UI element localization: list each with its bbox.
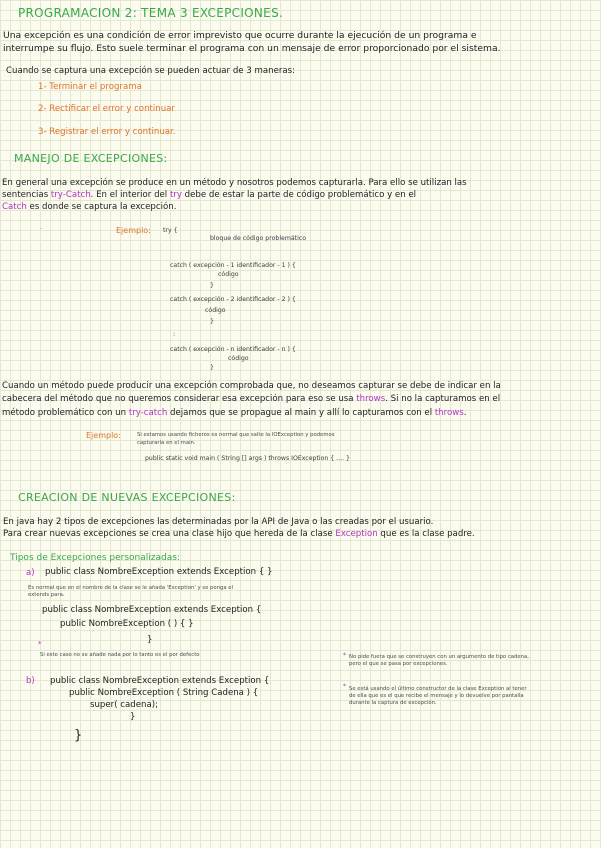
type-a-code-3: public NombreException ( ) { } (60, 619, 194, 629)
keyword-throws: throws (356, 394, 386, 404)
text-span: sentencias (2, 190, 49, 200)
type-b-close-2: } (74, 728, 83, 743)
type-a-code-2: public class NombreException extends Exception { (42, 605, 262, 615)
asterisk-icon: * (38, 640, 42, 648)
example2-label: Ejemplo: (86, 431, 121, 440)
text-span: es donde se captura la excepción. (29, 202, 177, 212)
type-b-code-3: super( cadena); (90, 700, 158, 710)
type-b-label: b) (26, 676, 35, 686)
type-b-code-2: public NombreException ( String Cadena ) { (69, 688, 259, 698)
creacion-p1: En java hay 2 tipos de excepciones las determinadas por la API de Java o las creadas por el usuario. (3, 517, 434, 527)
example2-note-1: Si estamos usando ficheros es normal que salte la IOException y podemos (137, 432, 335, 438)
manejo-p2-line-2 (2, 394, 500, 404)
type-a-code: public class NombreException extends Exception { } (45, 567, 273, 577)
section-heading-manejo: MANEJO DE EXCEPCIONES: (14, 152, 168, 165)
keyword-try-catch: try-catch (128, 408, 168, 418)
ways-item-1 (38, 82, 142, 92)
manejo-p1-line-1: En general una excepción se produce en un método y nosotros podemos capturarla. Para ello se utilizan las (2, 178, 467, 188)
type-a-note-2: extends para. (28, 592, 65, 598)
type-b-close-1: } (130, 712, 136, 722)
text-span: cabecera del método que no queremos considerar esa excepción para eso se usa (2, 394, 354, 404)
keyword-try: try (169, 190, 182, 200)
asterisk-icon: * (343, 652, 346, 659)
text-span: que es la clase padre. (380, 529, 475, 539)
type-a-close: } (147, 635, 153, 645)
text-span: . En el interior del (90, 190, 168, 200)
code-body-2: código (205, 307, 226, 314)
code-close-n: } (210, 364, 214, 371)
text-span: método problemático con un (2, 408, 127, 418)
text-span: dejamos que se propague al main y allí lo capturamos con el (170, 408, 433, 418)
code-try: try { (163, 227, 178, 234)
intro-line-2: interrumpe su flujo. Esto suele terminar el programa con un mensaje de error proporcionado por el sistema. (3, 43, 501, 54)
keyword-exception: Exception (335, 529, 378, 539)
keyword-throws: throws (434, 408, 464, 418)
type-b-code-1: public class NombreException extends Exception { (50, 676, 270, 686)
ways-item-1-text: 1- Terminar el programa (38, 82, 142, 92)
intro-line-1: Una excepción es una condición de error imprevisto que ocurre durante la ejecución de un programa e (3, 30, 477, 41)
code-close-2: } (210, 318, 214, 325)
page-title: PROGRAMACION 2: TEMA 3 EXCEPCIONES. (18, 6, 284, 20)
ways-item-3 (38, 127, 176, 137)
code-catch-2: catch ( excepción - 2 identificador - 2 ) { (170, 296, 296, 303)
text-span: Para crear nuevas excepciones se crea una clase hijo que hereda de la clase (3, 529, 333, 539)
text-span: . (463, 408, 467, 418)
example2-note-2: capturarla en el main. (137, 440, 196, 446)
code-body-n: código (228, 355, 249, 362)
code-body-1: código (218, 271, 239, 278)
manejo-p1-line-3 (2, 202, 176, 212)
type-a-note-1: Es normal que en el nombre de la clase se le añada 'Exception' y se ponga el (28, 585, 233, 591)
manejo-p2-line-3 (2, 408, 466, 418)
type-a-label: a) (26, 568, 35, 578)
side-note-1a: No pide fuera que se construyen con un argumento de tipo cadena, (349, 654, 529, 660)
code-catch-n: catch ( excepción - n identificador - n ) { (170, 346, 296, 353)
type-a-note-below: Si este caso no se añade nada por lo tanto es el por defecto (40, 652, 200, 658)
keyword-catch: Catch (2, 202, 27, 212)
creacion-p2 (3, 529, 475, 539)
side-note-1b: pero el que se pasa por excepciones. (349, 661, 448, 667)
example2-code: public static void main ( String [] args ) throws IOException { .... } (145, 455, 350, 462)
side-note-2a: Se está usando el último constructor de la clase Exception al tener (349, 686, 527, 692)
code-catch-1: catch ( excepción - 1 identificador - 1 ) { (170, 262, 296, 269)
asterisk-icon: * (343, 683, 346, 690)
side-note-2b: de ella que es el que recibe el mensaje y lo devuelve por pantalla (349, 693, 524, 699)
ways-item-3-text: 3- Registrar el error y continuar. (38, 127, 176, 137)
section-heading-creacion: CREACION DE NUEVAS EXCEPCIONES: (18, 491, 236, 504)
code-close-1: } (210, 282, 214, 289)
text-span: debe de estar la parte de código problemático y en el (184, 190, 417, 200)
bullet-dot: · (40, 226, 42, 233)
ways-item-2-text: 2- Rectificar el error y continuar (38, 104, 175, 114)
side-note-2c: durante la captura de excepción. (349, 700, 437, 706)
ways-lead: Cuando se captura una excepción se pueden actuar de 3 maneras: (6, 66, 296, 76)
ways-item-2 (38, 104, 175, 114)
example-label: Ejemplo: (116, 226, 151, 235)
types-heading: Tipos de Excepciones personalizadas: (10, 553, 180, 563)
code-block: bloque de código problemático (210, 235, 306, 242)
manejo-p2-line-1: Cuando un método puede producir una excepción comprobada que, no deseamos capturar se debe de indicar en la (2, 381, 501, 391)
manejo-p1-line-2 (2, 190, 416, 200)
keyword-try-catch: try-Catch (50, 190, 91, 200)
code-ellipsis: : (173, 331, 176, 338)
text-span: . Si no la capturamos en el (385, 394, 501, 404)
